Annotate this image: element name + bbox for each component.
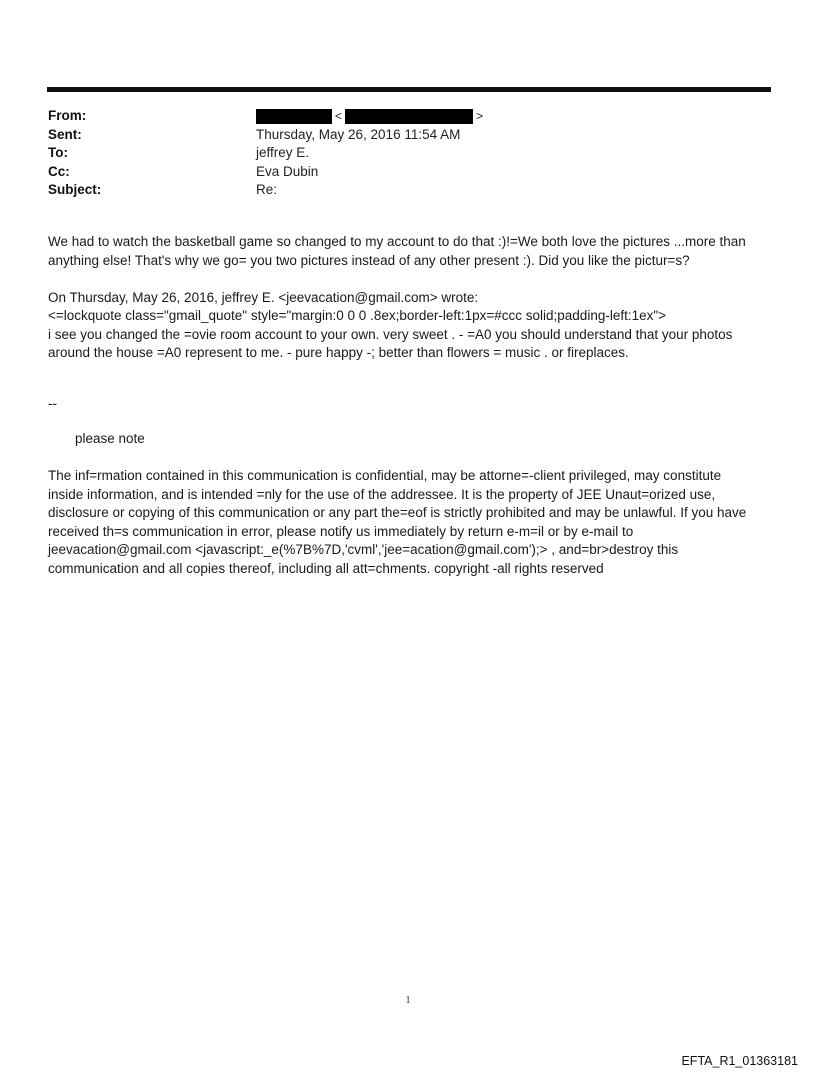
disclaimer-line: inside information, and is intended =nly for the use of the addressee. It is the property of JEE Unaut=orized use, bbox=[48, 486, 716, 502]
subject-label: Subject: bbox=[48, 182, 102, 197]
disclaimer-line: disclosure or copying of this communication or any part the=eof is strictly prohibited and may be unlawful. If you have bbox=[48, 505, 747, 520]
from-open-bracket: < bbox=[335, 109, 343, 123]
disclaimer-line: The inf=rmation contained in this communication is confidential, may be attorne=-client privileged, may constitute bbox=[48, 468, 722, 483]
cc-value: Eva Dubin bbox=[256, 163, 319, 179]
header-rule bbox=[47, 87, 771, 92]
signature-separator: -- bbox=[48, 396, 57, 411]
document-id: EFTA_R1_01363181 bbox=[681, 1054, 798, 1068]
body-line: We had to watch the basketball game so changed to my account to do that :)!=We both love the pictures ...more than bbox=[48, 234, 746, 249]
quote-intro: On Thursday, May 26, 2016, jeffrey E. <jeevacation@gmail.com> wrote: bbox=[48, 289, 479, 305]
email-body bbox=[48, 233, 770, 363]
quote-line: around the house =A0 represent to me. - pure happy -; better than flowers = music . or fireplaces. bbox=[48, 345, 629, 360]
confidentiality-disclaimer bbox=[48, 467, 770, 578]
from-label: From: bbox=[48, 108, 87, 123]
please-note-text: please note bbox=[75, 431, 145, 446]
from-value bbox=[256, 107, 486, 126]
disclaimer-line: received th=s communication in error, please notify us immediately by return e-m=il or by e-mail to bbox=[48, 523, 634, 539]
to-label: To: bbox=[48, 145, 68, 160]
sent-row bbox=[48, 126, 768, 145]
redacted-sender-email bbox=[345, 109, 473, 124]
disclaimer-line: jeevacation@gmail.com <javascript:_e(%7B%7D,'cvml','jee=acation@gmail.com');> , and=br>destroy this bbox=[48, 542, 679, 557]
sent-value: Thursday, May 26, 2016 11:54 AM bbox=[256, 126, 461, 142]
email-header bbox=[48, 107, 768, 200]
disclaimer-line: communication and all copies thereof, including all att=chments. copyright -all rights reserved bbox=[48, 560, 604, 576]
body-line: anything else! That's why we go= you two pictures instead of any other present :). Did you like the pictur=s? bbox=[48, 252, 690, 268]
subject-value: Re: bbox=[256, 182, 278, 197]
to-row bbox=[48, 144, 768, 163]
quote-line: i see you changed the =ovie room account to your own. very sweet . - =A0 you should understand that your photos bbox=[48, 326, 733, 342]
quote-html-fragment: <=lockquote class="gmail_quote" style="margin:0 0 0 .8ex;border-left:1px=#ccc solid;padding-left:1ex"> bbox=[48, 308, 667, 323]
sent-label: Sent: bbox=[48, 126, 82, 142]
cc-row bbox=[48, 163, 768, 182]
page-number: 1 bbox=[405, 995, 411, 1006]
to-value: jeffrey E. bbox=[256, 145, 310, 160]
subject-row bbox=[48, 181, 768, 200]
redacted-sender-name bbox=[256, 109, 332, 124]
cc-label: Cc: bbox=[48, 163, 70, 179]
from-row bbox=[48, 107, 768, 126]
from-close-bracket: > bbox=[476, 109, 484, 123]
